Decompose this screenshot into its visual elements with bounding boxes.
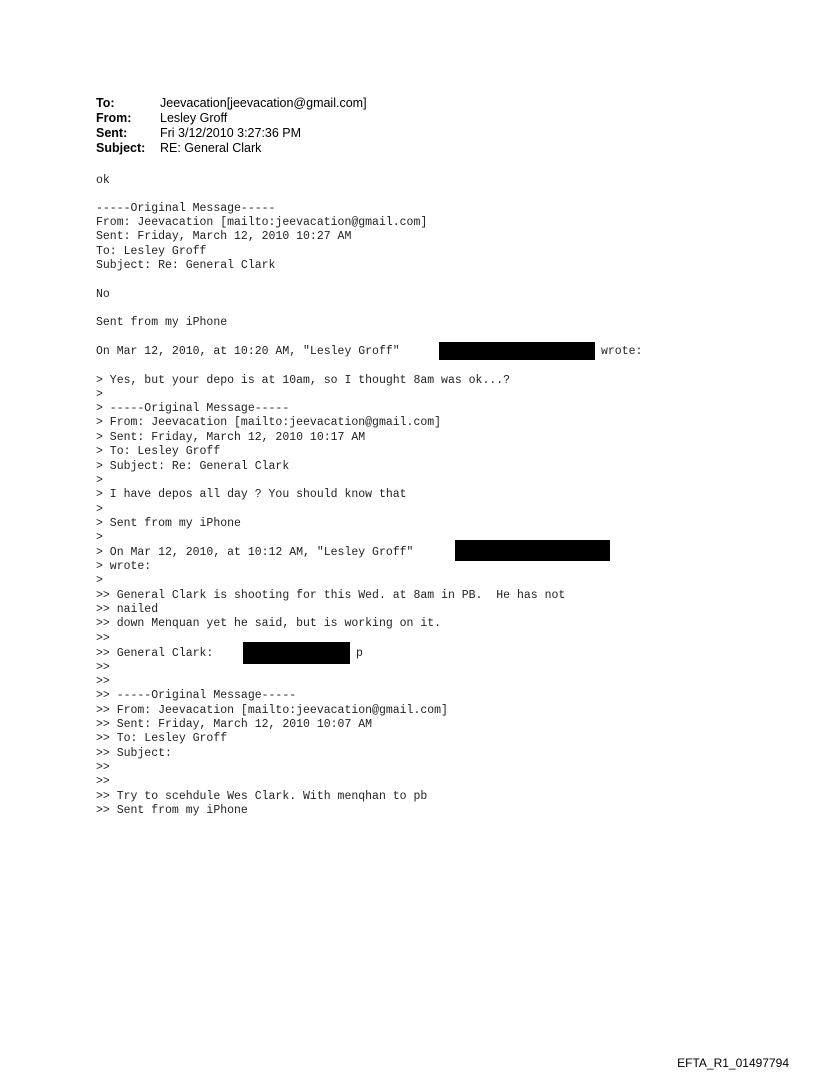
quoted-line: > xyxy=(96,574,103,587)
bates-number: EFTA_R1_01497794 xyxy=(677,1056,789,1070)
phone-suffix-text: p xyxy=(356,647,363,660)
quote-wrote-text: wrote: xyxy=(601,345,643,358)
quoted-line: > I have depos all day ? You should know that xyxy=(96,488,407,501)
redaction-box xyxy=(455,540,610,561)
reply-text: ok xyxy=(96,174,110,187)
quoted-line: > xyxy=(96,388,103,401)
quoted-line: > On Mar 12, 2010, at 10:12 AM, "Lesley Groff" xyxy=(96,546,414,559)
sent-label: Sent: xyxy=(96,126,128,140)
double-quoted-line: >> General Clark is shooting for this Wed. at 8am in PB. He has not xyxy=(96,589,566,602)
quoted-line: > -----Original Message----- xyxy=(96,402,290,415)
quote-intro-line: On Mar 12, 2010, at 10:20 AM, "Lesley Groff" xyxy=(96,345,400,358)
quoted-line: > xyxy=(96,503,103,516)
original-message-separator: -----Original Message----- xyxy=(96,202,276,215)
original-subject-line: Subject: Re: General Clark xyxy=(96,259,276,272)
double-quoted-line: >> Sent: Friday, March 12, 2010 10:07 AM xyxy=(96,718,373,731)
double-quoted-line: >> xyxy=(96,761,110,774)
original-from-line: From: Jeevacation [mailto:jeevacation@gmail.com] xyxy=(96,216,428,229)
double-quoted-line: >> xyxy=(96,632,110,645)
double-quoted-line: >> From: Jeevacation [mailto:jeevacation@gmail.com] xyxy=(96,704,448,717)
quoted-line: > Sent: Friday, March 12, 2010 10:17 AM xyxy=(96,431,366,444)
double-quoted-line: >> xyxy=(96,675,110,688)
quoted-line: > To: Lesley Groff xyxy=(96,445,221,458)
double-quoted-line: >> Try to scehdule Wes Clark. With menqhan to pb xyxy=(96,790,428,803)
header-sent-row xyxy=(96,126,367,141)
sent-value: Fri 3/12/2010 3:27:36 PM xyxy=(160,126,302,140)
redaction-box xyxy=(243,642,350,664)
original-signature: Sent from my iPhone xyxy=(96,316,228,329)
email-header xyxy=(96,96,367,156)
double-quoted-line: >> xyxy=(96,661,110,674)
to-label: To: xyxy=(96,96,115,110)
double-quoted-line: >> down Menquan yet he said, but is working on it. xyxy=(96,617,442,630)
quoted-line: > Sent from my iPhone xyxy=(96,517,241,530)
original-to-line: To: Lesley Groff xyxy=(96,245,207,258)
double-quoted-line: >> Sent from my iPhone xyxy=(96,804,248,817)
header-to-row xyxy=(96,96,367,111)
header-subject-row xyxy=(96,141,367,156)
from-label: From: xyxy=(96,111,132,125)
double-quoted-line: >> xyxy=(96,775,110,788)
quoted-line: > wrote: xyxy=(96,560,152,573)
from-value: Lesley Groff xyxy=(160,111,228,125)
quoted-line: > Yes, but your depo is at 10am, so I thought 8am was ok...? xyxy=(96,374,511,387)
subject-label: Subject: xyxy=(96,141,146,155)
double-quoted-line: >> nailed xyxy=(96,603,159,616)
double-quoted-line: >> -----Original Message----- xyxy=(96,689,297,702)
quoted-line: > Subject: Re: General Clark xyxy=(96,460,290,473)
header-from-row xyxy=(96,111,367,126)
redaction-box xyxy=(439,342,595,360)
quoted-line: > xyxy=(96,531,103,544)
double-quoted-line: >> To: Lesley Groff xyxy=(96,732,228,745)
quoted-line: > xyxy=(96,474,103,487)
to-value: Jeevacation[jeevacation@gmail.com] xyxy=(160,96,367,110)
double-quoted-line: >> General Clark: xyxy=(96,647,214,660)
original-sent-line: Sent: Friday, March 12, 2010 10:27 AM xyxy=(96,230,352,243)
subject-value: RE: General Clark xyxy=(160,141,262,155)
original-body-text: No xyxy=(96,288,110,301)
quoted-line: > From: Jeevacation [mailto:jeevacation@gmail.com] xyxy=(96,416,442,429)
double-quoted-line: >> Subject: xyxy=(96,747,172,760)
